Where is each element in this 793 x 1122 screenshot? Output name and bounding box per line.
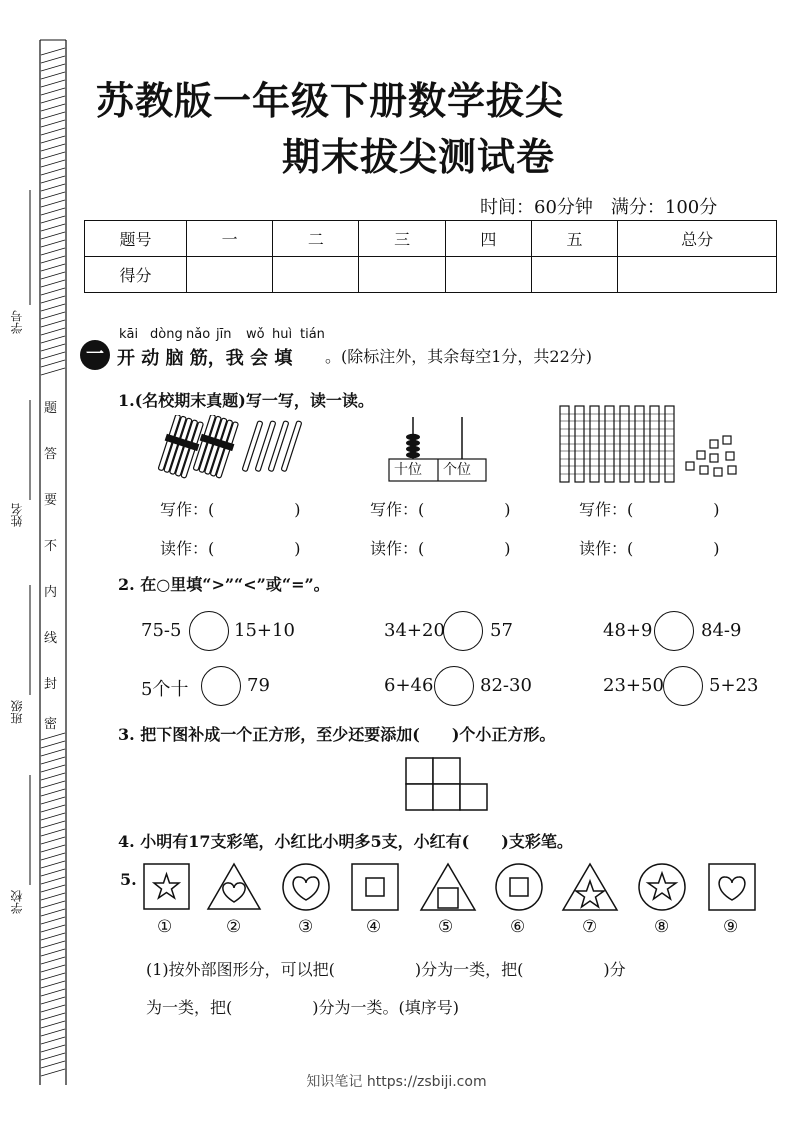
q5-part1-line2: 为一类，把( )分为一类。(填序号) xyxy=(146,998,459,1017)
table-cell: 三 xyxy=(359,221,445,257)
compare-circle[interactable] xyxy=(663,666,703,706)
footer-watermark: 知识笔记 https://zsbiji.com xyxy=(306,1074,487,1090)
table-cell: 二 xyxy=(273,221,359,257)
q3-text: 3. 把下图补成一个正方形，至少还要添加( )个小正方形。 xyxy=(118,725,556,744)
read-answer-3[interactable]: 读作：( ) xyxy=(579,539,720,558)
shape-label: ⑥ xyxy=(510,917,526,937)
class-label: 班级 xyxy=(10,700,24,724)
score-input-cell[interactable] xyxy=(187,257,273,293)
school-label: 学校 xyxy=(10,890,24,914)
compare-left: 5个十 xyxy=(141,679,189,700)
name-label: 姓名 xyxy=(10,503,24,527)
abacus-ones-label: 个位 xyxy=(443,462,471,478)
binding-lines xyxy=(0,0,80,1122)
seal-char: 不 xyxy=(44,539,58,554)
time-info: 时间：60分钟 满分：100分 xyxy=(480,197,718,218)
pinyin-tian: tián xyxy=(300,327,325,342)
score-table xyxy=(84,220,777,293)
table-cell: 总分 xyxy=(618,221,777,257)
pinyin-jin: jīn xyxy=(216,327,232,342)
compare-right: 82-30 xyxy=(480,675,532,696)
pinyin-kai: kāi xyxy=(119,327,139,342)
write-answer-1[interactable]: 写作：( ) xyxy=(160,500,301,519)
seal-char: 线 xyxy=(44,631,58,646)
student-id-label: 学号 xyxy=(10,310,24,334)
sticks-bundle-illustration xyxy=(150,415,310,485)
q2-text: 2. 在○里填“>”“<”或“=”。 xyxy=(118,575,330,594)
compare-circle[interactable] xyxy=(201,666,241,706)
section-heading: 开 动 脑 筋，我 会 填 xyxy=(117,348,293,369)
compare-right: 15+10 xyxy=(234,620,295,641)
table-cell: 题号 xyxy=(85,221,187,257)
compare-left: 6+46 xyxy=(384,675,434,696)
compare-right: 57 xyxy=(490,620,513,641)
read-answer-1[interactable]: 读作：( ) xyxy=(160,539,301,558)
pinyin-hui: huì xyxy=(272,327,293,342)
table-cell: 得分 xyxy=(85,257,187,293)
section-badge: 一 xyxy=(80,340,110,370)
compare-left: 34+20 xyxy=(384,620,445,641)
compare-left: 75-5 xyxy=(141,620,182,641)
compare-right: 84-9 xyxy=(701,620,742,641)
shape-label: ⑦ xyxy=(582,917,598,937)
table-cell: 五 xyxy=(531,221,617,257)
score-input-cell[interactable] xyxy=(618,257,777,293)
seal-char: 封 xyxy=(44,677,58,692)
square-puzzle-figure xyxy=(405,757,491,813)
table-row xyxy=(85,221,777,257)
shape-label: ① xyxy=(157,917,173,937)
score-input-cell[interactable] xyxy=(531,257,617,293)
table-cell: 一 xyxy=(187,221,273,257)
shape-label: ⑤ xyxy=(438,917,454,937)
compare-right: 79 xyxy=(247,675,270,696)
pinyin-dong: dòng xyxy=(150,327,183,342)
read-answer-2[interactable]: 读作：( ) xyxy=(370,539,511,558)
shape-label: ⑨ xyxy=(723,917,739,937)
cubes-illustration xyxy=(558,404,748,484)
shapes-figure xyxy=(138,860,788,916)
seal-char: 要 xyxy=(44,493,58,508)
compare-left: 23+50 xyxy=(603,675,664,696)
seal-char: 内 xyxy=(44,585,58,600)
write-answer-2[interactable]: 写作：( ) xyxy=(370,500,511,519)
pinyin-nao: nǎo xyxy=(186,327,211,342)
shape-label: ④ xyxy=(366,917,382,937)
compare-circle[interactable] xyxy=(189,611,229,651)
score-input-cell[interactable] xyxy=(273,257,359,293)
shape-label: ② xyxy=(226,917,242,937)
seal-char: 答 xyxy=(44,447,58,462)
score-input-cell[interactable] xyxy=(359,257,445,293)
q1-text: 1.(名校期末真题)写一写，读一读。 xyxy=(118,391,374,410)
seal-char: 题 xyxy=(44,401,58,416)
q5-part1-line1: (1)按外部图形分，可以把( )分为一类，把( )分 xyxy=(146,960,626,979)
section-note: 。(除标注外，其余每空1分，共22分) xyxy=(325,347,593,366)
page-title: 苏教版一年级下册数学拔尖 xyxy=(96,79,565,123)
shape-label: ③ xyxy=(298,917,314,937)
table-row xyxy=(85,257,777,293)
compare-left: 48+9 xyxy=(603,620,653,641)
q5-number: 5. xyxy=(120,870,137,889)
write-answer-3[interactable]: 写作：( ) xyxy=(579,500,720,519)
shape-label: ⑧ xyxy=(654,917,670,937)
page-subtitle: 期末拔尖测试卷 xyxy=(282,135,556,179)
pinyin-wo: wǒ xyxy=(246,327,265,342)
compare-right: 5+23 xyxy=(709,675,759,696)
score-input-cell[interactable] xyxy=(445,257,531,293)
table-cell: 四 xyxy=(445,221,531,257)
abacus-tens-label: 十位 xyxy=(394,462,422,478)
compare-circle[interactable] xyxy=(434,666,474,706)
compare-circle[interactable] xyxy=(654,611,694,651)
q4-text: 4. 小明有17支彩笔，小红比小明多5支，小红有( )支彩笔。 xyxy=(118,832,573,851)
compare-circle[interactable] xyxy=(443,611,483,651)
seal-char: 密 xyxy=(44,717,58,732)
